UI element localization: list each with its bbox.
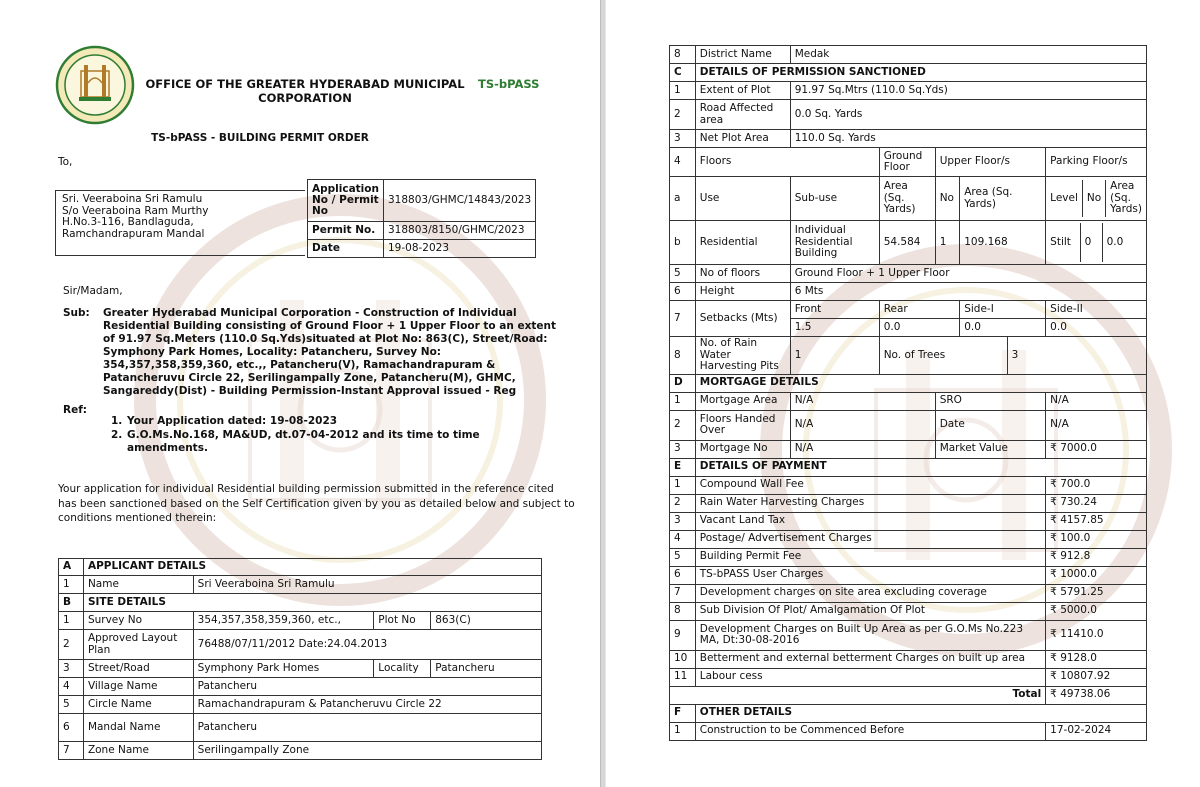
row-value: Ramachandrapuram & Patancheruvu Circle 22 (193, 696, 541, 714)
permit-no-label: Permit No. (308, 222, 384, 240)
row-num: 2 (670, 100, 696, 130)
subject-line: of 91.97 Sq.Meters (110.0 Sq.Yds)situated at Plot No: 863(C), Street/Road: (103, 333, 548, 345)
payment-row (670, 668, 1147, 686)
row-num: 5 (59, 696, 84, 714)
row-value-2: N/A (1046, 410, 1147, 440)
section-title: DETAILS OF PERMISSION SANCTIONED (695, 64, 1146, 82)
row-num: 3 (670, 440, 696, 458)
level-header: Level (1046, 180, 1082, 217)
subject-line: 354,357,358,359,360, etc.,, Patancheru(V), Ramachandrapuram & (103, 359, 496, 371)
site-details-table (58, 558, 542, 760)
row-value-2: N/A (1046, 392, 1147, 410)
total-value: ₹ 49738.06 (1046, 686, 1147, 704)
body-line: Your application for individual Residential building permission submitted in the reference cited (58, 483, 554, 495)
row-num: b (670, 221, 696, 265)
row-value: 6 Mts (790, 283, 1146, 301)
address-line: H.No.3-116, Bandlaguda, (62, 216, 194, 228)
section-title: SITE DETAILS (83, 594, 541, 612)
row-num: 11 (670, 668, 696, 686)
row-label: District Name (695, 46, 790, 64)
setback-front-value: 1.5 (790, 319, 879, 337)
permit-info-table (307, 179, 536, 258)
payment-label: Vacant Land Tax (695, 512, 1045, 530)
payment-label: TS-bPASS User Charges (695, 566, 1045, 584)
row-value: 17-02-2024 (1046, 722, 1147, 740)
upper-area-value: 109.168 (960, 221, 1046, 265)
row-value-2: 3 (1007, 337, 1146, 375)
payment-row (670, 548, 1147, 566)
subject-line: Patancheruvu Circle 22, Serilingampally Zone, Patancheru(M), GHMC, (103, 372, 516, 384)
row-label: Height (695, 283, 790, 301)
no-header: No (935, 177, 960, 221)
row-value: 0.0 Sq. Yards (790, 100, 1146, 130)
payment-value: ₹ 10807.92 (1046, 668, 1147, 686)
row-value: Patancheru (193, 714, 541, 742)
row-num: 7 (670, 584, 696, 602)
payment-label: Labour cess (695, 668, 1045, 686)
row-num: 6 (670, 283, 696, 301)
use-header: Use (695, 177, 790, 221)
row-num: 3 (670, 512, 696, 530)
parking-floors-header: Parking Floor/s (1046, 148, 1147, 177)
section-letter: B (59, 594, 84, 612)
payment-row (670, 620, 1147, 650)
row-num: 6 (59, 714, 84, 742)
row-value: 76488/07/11/2012 Date:24.04.2013 (193, 630, 541, 660)
section-letter: A (59, 559, 84, 576)
row-label-2: Market Value (935, 440, 1045, 458)
payment-label: Development charges on site area excluding coverage (695, 584, 1045, 602)
subject-line: Greater Hyderabad Municipal Corporation - Construction of Individual (103, 307, 517, 319)
ground-floor-header: Ground Floor (879, 148, 935, 177)
row-value-2: 863(C) (431, 612, 542, 630)
row-num: 4 (670, 530, 696, 548)
subject-label: Sub: (63, 307, 90, 319)
row-label: Name (83, 576, 193, 594)
subuse-header: Sub-use (790, 177, 879, 221)
row-label: Circle Name (83, 696, 193, 714)
row-label-2: Plot No (374, 612, 431, 630)
row-num: 2 (670, 494, 696, 512)
brand-label: TS-bPASS (478, 77, 540, 91)
subject-line: Symphony Park Homes, Locality: Patancheru, Survey No: (103, 346, 442, 358)
row-label: Mandal Name (83, 714, 193, 742)
row-num: 8 (670, 46, 696, 64)
row-num: 3 (670, 130, 696, 148)
row-label: Net Plot Area (695, 130, 790, 148)
parking-values (1046, 221, 1147, 265)
ref-item: 1. Your Application dated: 19-08-2023 (111, 415, 338, 427)
row-value: 1 (790, 337, 879, 375)
address-line: S/o Veeraboina Ram Murthy (62, 204, 209, 217)
row-num: 5 (670, 548, 696, 566)
row-label: Setbacks (Mts) (695, 301, 790, 337)
row-label-2: No. of Trees (879, 337, 1007, 375)
telangana-emblem-logo (55, 45, 135, 125)
subject-line: Residential Building consisting of Ground Floor + 1 Upper Floor to an extent (103, 320, 557, 332)
row-num: 4 (59, 678, 84, 696)
row-label: Mortgage No (695, 440, 790, 458)
permission-details-table (669, 45, 1147, 741)
section-title: MORTGAGE DETAILS (695, 374, 1146, 392)
payment-row (670, 566, 1147, 584)
payment-value: ₹ 700.0 (1046, 476, 1147, 494)
parking-subheader-table (1046, 180, 1146, 217)
payment-row (670, 494, 1147, 512)
row-num: 1 (670, 392, 696, 410)
upper-no-value: 1 (935, 221, 960, 265)
body-paragraph (58, 482, 575, 526)
payment-label: Compound Wall Fee (695, 476, 1045, 494)
payment-row (670, 476, 1147, 494)
address-line: Ramchandrapuram Mandal (62, 227, 205, 240)
order-title: TS-bPASS - BUILDING PERMIT ORDER (151, 132, 369, 144)
payment-value: ₹ 1000.0 (1046, 566, 1147, 584)
row-label: Street/Road (83, 660, 193, 678)
row-label: Survey No (83, 612, 193, 630)
payment-label: Sub Division Of Plot/ Amalgamation Of Plot (695, 602, 1045, 620)
area-header: Area (Sq. Yards) (1110, 180, 1142, 216)
setback-front-header: Front (790, 301, 879, 319)
row-num: 10 (670, 650, 696, 668)
permit-no-value: 318803/8150/GHMC/2023 (383, 222, 535, 240)
salutation: Sir/Madam, (63, 285, 123, 297)
parking-area-value: 0.0 (1106, 235, 1124, 248)
row-label: Village Name (83, 678, 193, 696)
row-label: Approved Layout Plan (83, 630, 193, 660)
row-num: 1 (670, 82, 696, 100)
payment-row (670, 650, 1147, 668)
body-line: has been sanctioned based on the Self Certification given by you as detailed below and subject to (58, 497, 575, 510)
row-num: 7 (59, 742, 84, 760)
parking-subheaders (1046, 177, 1147, 221)
row-value: Sri Veeraboina Sri Ramulu (193, 576, 541, 594)
row-num: 1 (59, 612, 84, 630)
row-label: Road Affected area (695, 100, 790, 130)
payment-label: Building Permit Fee (695, 548, 1045, 566)
row-num: 7 (670, 301, 696, 337)
subject-line: Sangareddy(Dist) - Building Permission-Instant Approval issued - Reg (103, 385, 517, 397)
row-value: 110.0 Sq. Yards (790, 130, 1146, 148)
row-num: 8 (670, 602, 696, 620)
row-num: 8 (670, 337, 696, 375)
row-value-2: Patancheru (431, 660, 542, 678)
row-value: Symphony Park Homes (193, 660, 374, 678)
row-num: 2 (670, 410, 696, 440)
payment-row (670, 512, 1147, 530)
setback-side2-header: Side-II (1046, 301, 1147, 319)
payment-value: ₹ 4157.85 (1046, 512, 1147, 530)
row-num: 3 (59, 660, 84, 678)
row-num: 4 (670, 148, 696, 177)
ref-item: 2. G.O.Ms.No.168, MA&UD, dt.07-04-2012 and its time to time (111, 429, 480, 441)
page-right (606, 0, 1200, 787)
date-label: Date (308, 240, 384, 258)
payment-label: Betterment and external betterment Charges on built up area (695, 650, 1045, 668)
payment-value: ₹ 11410.0 (1046, 620, 1147, 650)
subuse-value: Individual Residential Building (790, 221, 879, 265)
subject-text (103, 307, 556, 398)
application-no-label: Application No / Permit No (308, 180, 384, 222)
payment-value: ₹ 5000.0 (1046, 602, 1147, 620)
row-value: Medak (790, 46, 1146, 64)
row-label: Construction to be Commenced Before (695, 722, 1045, 740)
office-title: OFFICE OF THE GREATER HYDERABAD MUNICIPAL CORPORATION (145, 77, 465, 105)
row-label-2: Date (935, 410, 1045, 440)
row-num: 6 (670, 566, 696, 584)
row-value: Serilingampally Zone (193, 742, 541, 760)
parking-no-value: 0 (1080, 223, 1102, 263)
row-value: N/A (790, 410, 935, 440)
row-label: No of floors (695, 265, 790, 283)
date-value: 19-08-2023 (383, 240, 535, 258)
no-header: No (1082, 180, 1105, 217)
payment-value: ₹ 9128.0 (1046, 650, 1147, 668)
payment-value: ₹ 5791.25 (1046, 584, 1147, 602)
row-value: 354,357,358,359,360, etc., (193, 612, 374, 630)
payment-value: ₹ 100.0 (1046, 530, 1147, 548)
row-value: N/A (790, 392, 935, 410)
upper-floors-header: Upper Floor/s (935, 148, 1045, 177)
section-title: APPLICANT DETAILS (83, 559, 541, 576)
ground-area-value: 54.584 (879, 221, 935, 265)
address-line: Sri. Veeraboina Sri Ramulu (62, 193, 203, 205)
setback-side1-value: 0.0 (960, 319, 1046, 337)
section-letter: D (670, 374, 696, 392)
application-no-value: 318803/GHMC/14843/2023 (383, 180, 535, 222)
row-label: Floors Handed Over (695, 410, 790, 440)
row-label: Mortgage Area (695, 392, 790, 410)
body-line: conditions mentioned therein: (58, 512, 217, 524)
row-num: 1 (59, 576, 84, 594)
row-num: 1 (670, 722, 696, 740)
area-header: Area (Sq. Yards) (879, 177, 935, 221)
section-letter: F (670, 704, 696, 722)
to-label: To, (58, 156, 73, 168)
row-value: 91.97 Sq.Mtrs (110.0 Sq.Yds) (790, 82, 1146, 100)
ref-item-continued: amendments. (127, 442, 208, 454)
row-num: 9 (670, 620, 696, 650)
section-letter: C (670, 64, 696, 82)
parking-level-value: Stilt (1046, 223, 1080, 263)
total-label: Total (670, 686, 1046, 704)
row-num: 1 (670, 476, 696, 494)
row-label: Extent of Plot (695, 82, 790, 100)
row-label-2: SRO (935, 392, 1045, 410)
row-value: Patancheru (193, 678, 541, 696)
row-value: N/A (790, 440, 935, 458)
parking-value-table (1046, 223, 1146, 263)
payment-label: Development Charges on Built Up Area as per G.O.Ms No.223 MA, Dt:30-08-2016 (695, 620, 1045, 650)
section-title: OTHER DETAILS (695, 704, 1146, 722)
row-label-2: Locality (374, 660, 431, 678)
payment-row (670, 602, 1147, 620)
row-label: Floors (695, 148, 879, 177)
ref-list (111, 415, 480, 455)
setback-rear-value: 0.0 (879, 319, 960, 337)
row-value: Ground Floor + 1 Upper Floor (790, 265, 1146, 283)
row-num: 2 (59, 630, 84, 660)
payment-row (670, 584, 1147, 602)
address-box (55, 190, 305, 256)
setback-side1-header: Side-I (960, 301, 1046, 319)
row-label: Zone Name (83, 742, 193, 760)
payment-row (670, 530, 1147, 548)
row-label: No. of Rain Water Harvesting Pits (695, 337, 790, 375)
section-title: DETAILS OF PAYMENT (695, 458, 1146, 476)
row-num: a (670, 177, 696, 221)
setback-rear-header: Rear (879, 301, 960, 319)
ref-label: Ref: (63, 404, 87, 416)
payment-value: ₹ 730.24 (1046, 494, 1147, 512)
row-num: 5 (670, 265, 696, 283)
use-value: Residential (695, 221, 790, 265)
payment-label: Rain Water Harvesting Charges (695, 494, 1045, 512)
row-value-2: ₹ 7000.0 (1046, 440, 1147, 458)
payment-value: ₹ 912.8 (1046, 548, 1147, 566)
payment-label: Postage/ Advertisement Charges (695, 530, 1045, 548)
setback-side2-value: 0.0 (1046, 319, 1147, 337)
area-header: Area (Sq. Yards) (960, 177, 1046, 221)
section-letter: E (670, 458, 696, 476)
